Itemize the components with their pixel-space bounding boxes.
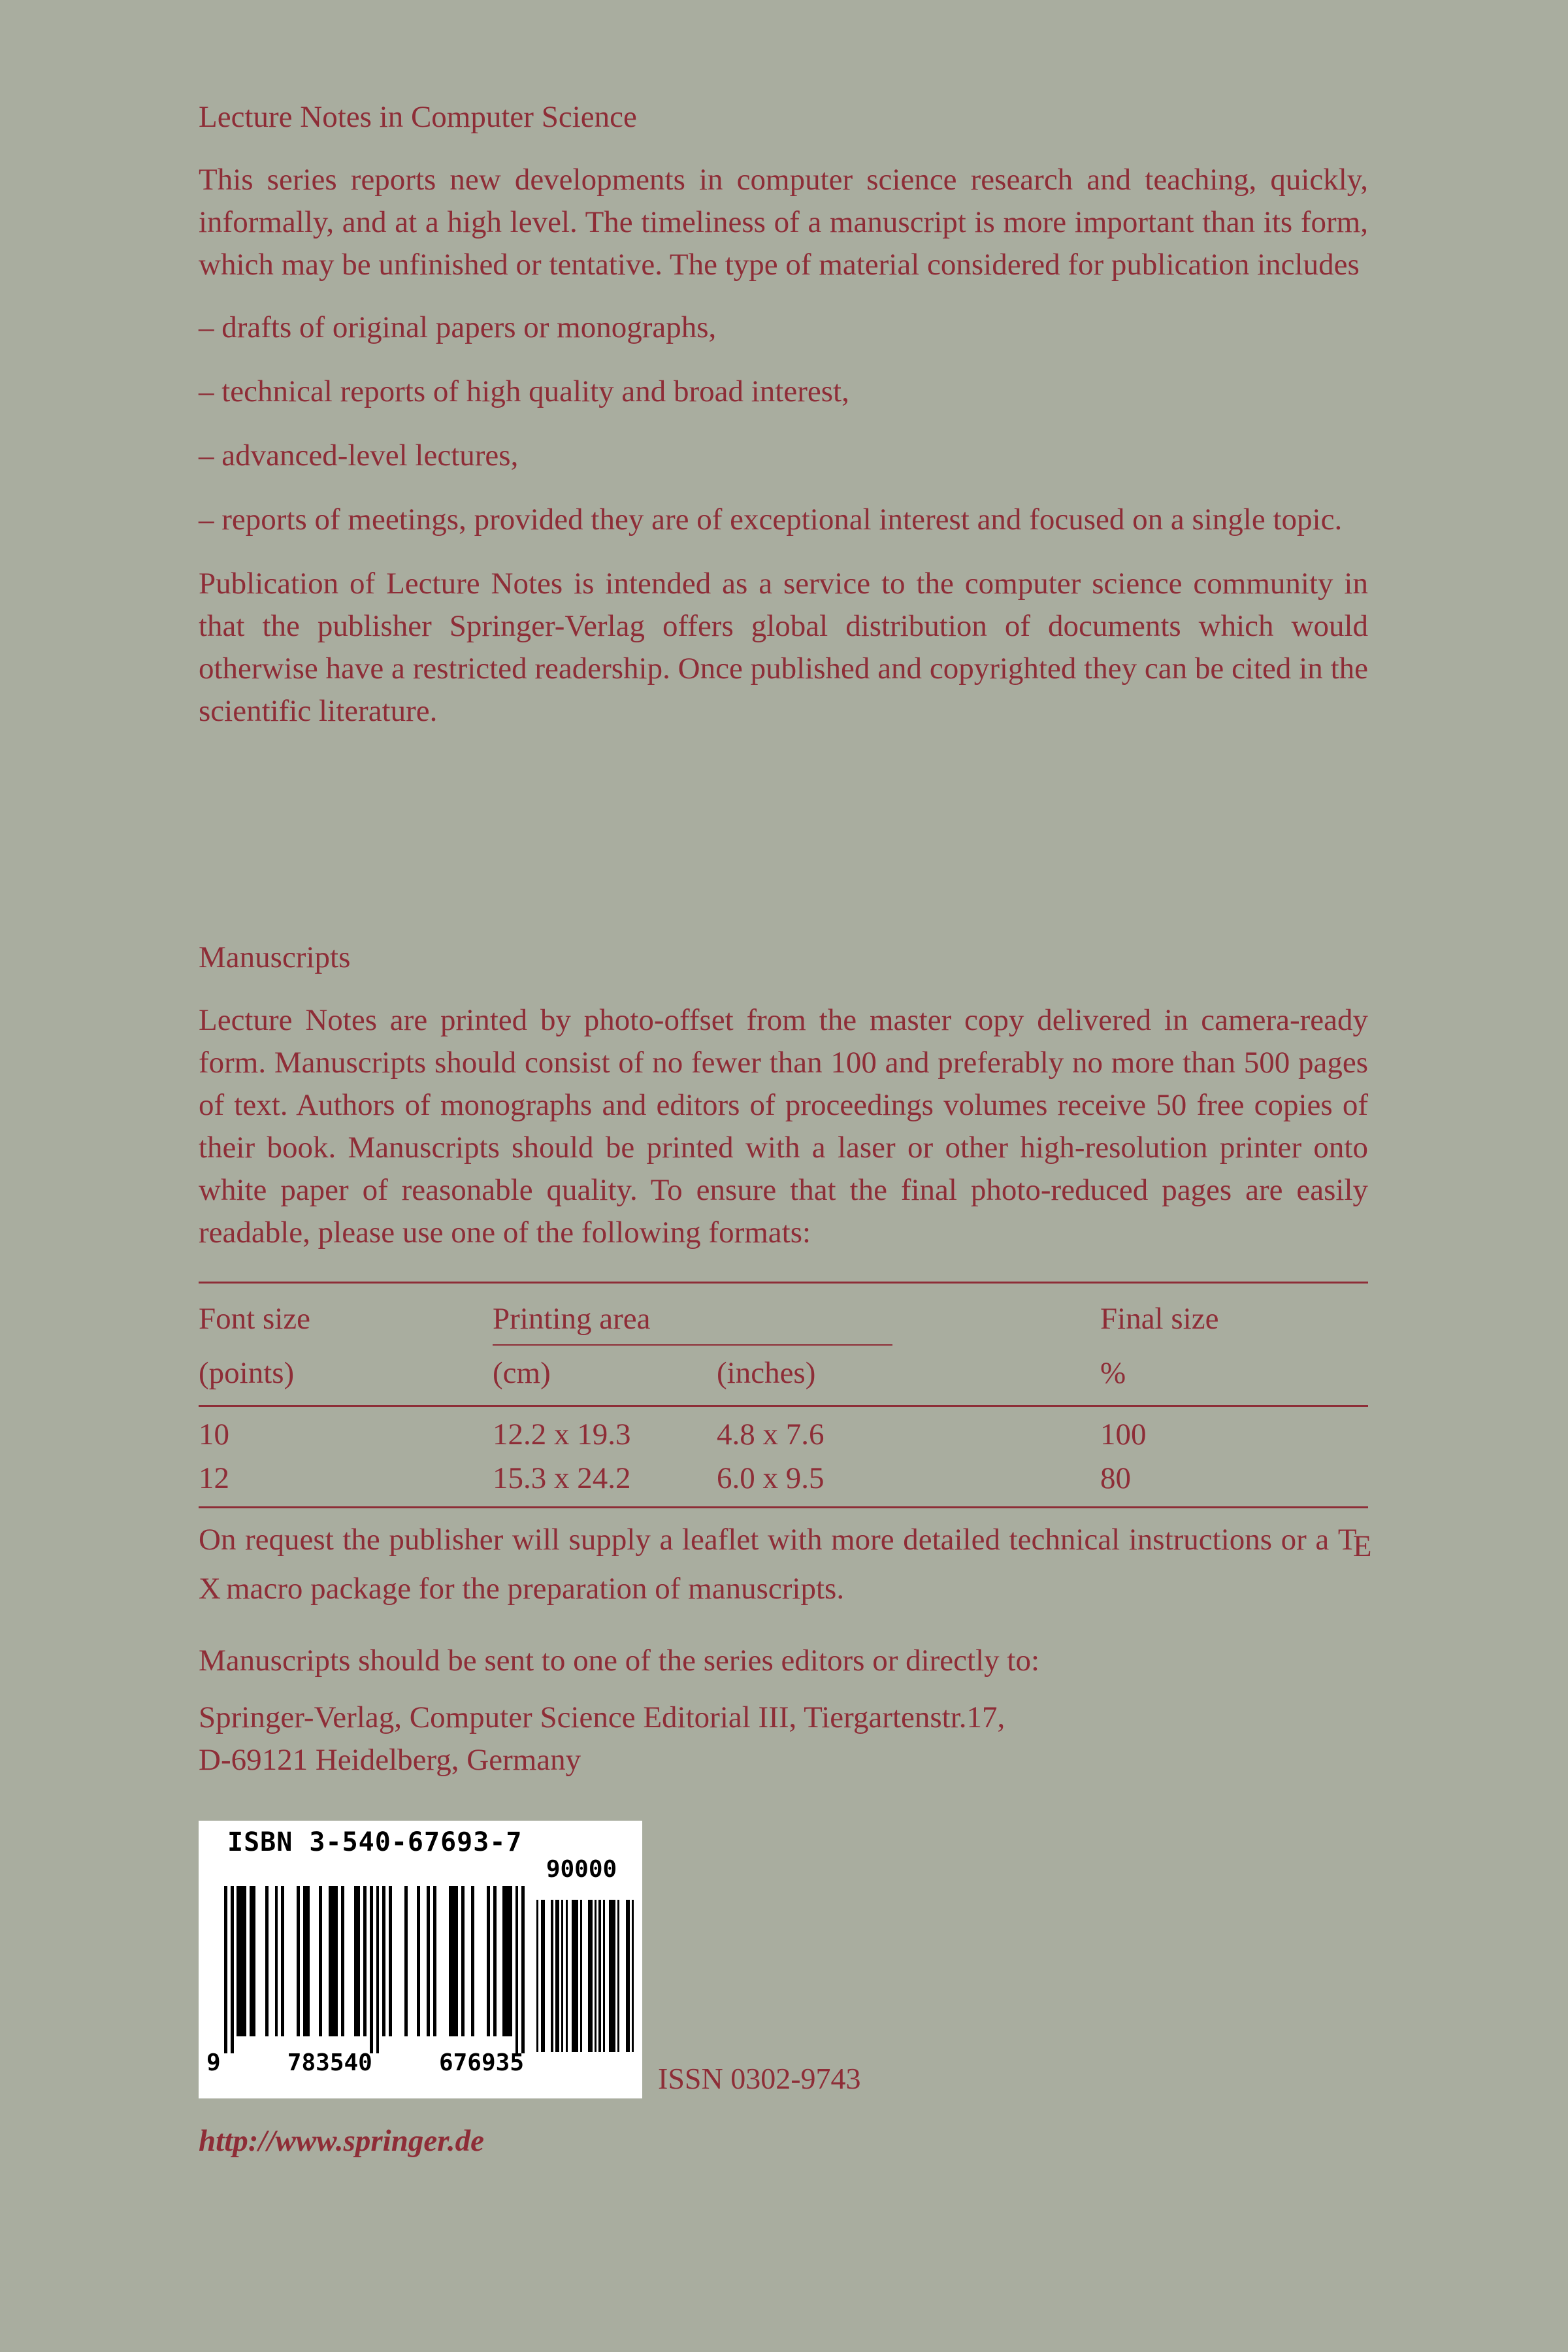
intro-paragraph-1: This series reports new developments in computer science research and teaching, quickly, informally, and at a high level. The timeliness of a manuscript is more important than its form, which may be unfinished or tentative. The type of material considered for publication includes xyxy=(199,163,1368,282)
cell-inches: 6.0 x 9.5 xyxy=(717,1461,825,1495)
address-line-1: Springer-Verlag, Computer Science Editorial III, Tiergartenstr.17, xyxy=(199,1700,1005,1735)
ean5-barcode-bars xyxy=(534,1900,634,2052)
issn-label: ISSN 0302-9743 xyxy=(658,2062,861,2096)
table-rule-bottom xyxy=(199,1506,1368,1508)
column-header: Printing area xyxy=(493,1298,1100,1346)
cell-percent: 80 xyxy=(1100,1461,1131,1495)
isbn-barcode-panel xyxy=(199,1821,642,2098)
table-subheader-row xyxy=(199,1346,1368,1395)
table-row xyxy=(199,1407,1368,1456)
barcode-addon-label: 90000 xyxy=(546,1856,617,1883)
column-header: Final size xyxy=(1100,1302,1219,1336)
manuscripts-paragraph: Lecture Notes are printed by photo-offset from the master copy delivered in camera-ready form. Manuscripts should consist of no fewer than 100 and preferably no more than 500 pages of text. Authors of monographs and editors of proceedings volumes receive 50 free copies of their book. Manuscripts should be printed with a laser or other high-resolution printer onto white paper of reasonable quality. To ensure that the final photo-reduced pages are easily readable, please use one of the following formats: xyxy=(199,1003,1368,1250)
cell-cm: 15.3 x 24.2 xyxy=(493,1461,631,1495)
list-item: – advanced-level lectures, xyxy=(199,439,519,472)
request-text: On request the publisher will supply a leaflet with more detailed technical instructions or a xyxy=(199,1523,1338,1557)
tex-logo: TEX xyxy=(199,1523,1369,1606)
table-header-row xyxy=(199,1284,1368,1346)
footer-row xyxy=(199,1821,1368,2098)
cell-points: 12 xyxy=(199,1461,229,1495)
list-item: – drafts of original papers or monographs, xyxy=(199,310,717,344)
table-row xyxy=(199,1456,1368,1506)
column-subheader: (cm) xyxy=(493,1356,551,1390)
cell-points: 10 xyxy=(199,1417,229,1451)
format-table xyxy=(199,1282,1368,1508)
ean-digit-first: 9 xyxy=(206,2049,221,2077)
cell-cm: 12.2 x 19.3 xyxy=(493,1417,631,1451)
manuscripts-heading: Manuscripts xyxy=(199,940,351,974)
send-to-paragraph: Manuscripts should be sent to one of the series editors or directly to: xyxy=(199,1644,1040,1678)
ean-group-right: 676935 xyxy=(438,2049,524,2077)
ean13-barcode-bars xyxy=(224,1886,525,2053)
series-title: Lecture Notes in Computer Science xyxy=(199,100,637,134)
publisher-address xyxy=(199,1697,1368,1781)
request-text: macro package for the preparation of manuscripts. xyxy=(218,1572,845,1606)
column-subheader: (points) xyxy=(199,1356,295,1390)
list-item: – technical reports of high quality and broad interest, xyxy=(199,374,849,408)
column-header: Font size xyxy=(199,1302,311,1336)
publisher-url: http://www.springer.de xyxy=(199,2124,485,2159)
column-subheader: % xyxy=(1100,1356,1126,1390)
address-line-2: D-69121 Heidelberg, Germany xyxy=(199,1743,581,1778)
ean-group-left: 783540 xyxy=(287,2049,372,2077)
list-item: – reports of meetings, provided they are of exceptional interest and focused on a single topic. xyxy=(199,503,1343,537)
column-subheader: (inches) xyxy=(717,1356,816,1390)
cover-content xyxy=(199,96,1368,2159)
cell-percent: 100 xyxy=(1100,1417,1147,1451)
intro-paragraph-2: Publication of Lecture Notes is intended as a service to the computer science community in that the publisher Springer-Verlag offers global distribution of documents which would otherwise have a restricted readership. Once published and copyrighted they can be cited in the scientific literature. xyxy=(199,567,1368,728)
request-paragraph xyxy=(199,1519,1368,1610)
publication-types-list xyxy=(199,306,1368,541)
isbn-label: ISBN 3-540-67693-7 xyxy=(227,1827,523,1858)
ean13-number xyxy=(206,2049,524,2076)
cell-inches: 4.8 x 7.6 xyxy=(717,1417,825,1451)
